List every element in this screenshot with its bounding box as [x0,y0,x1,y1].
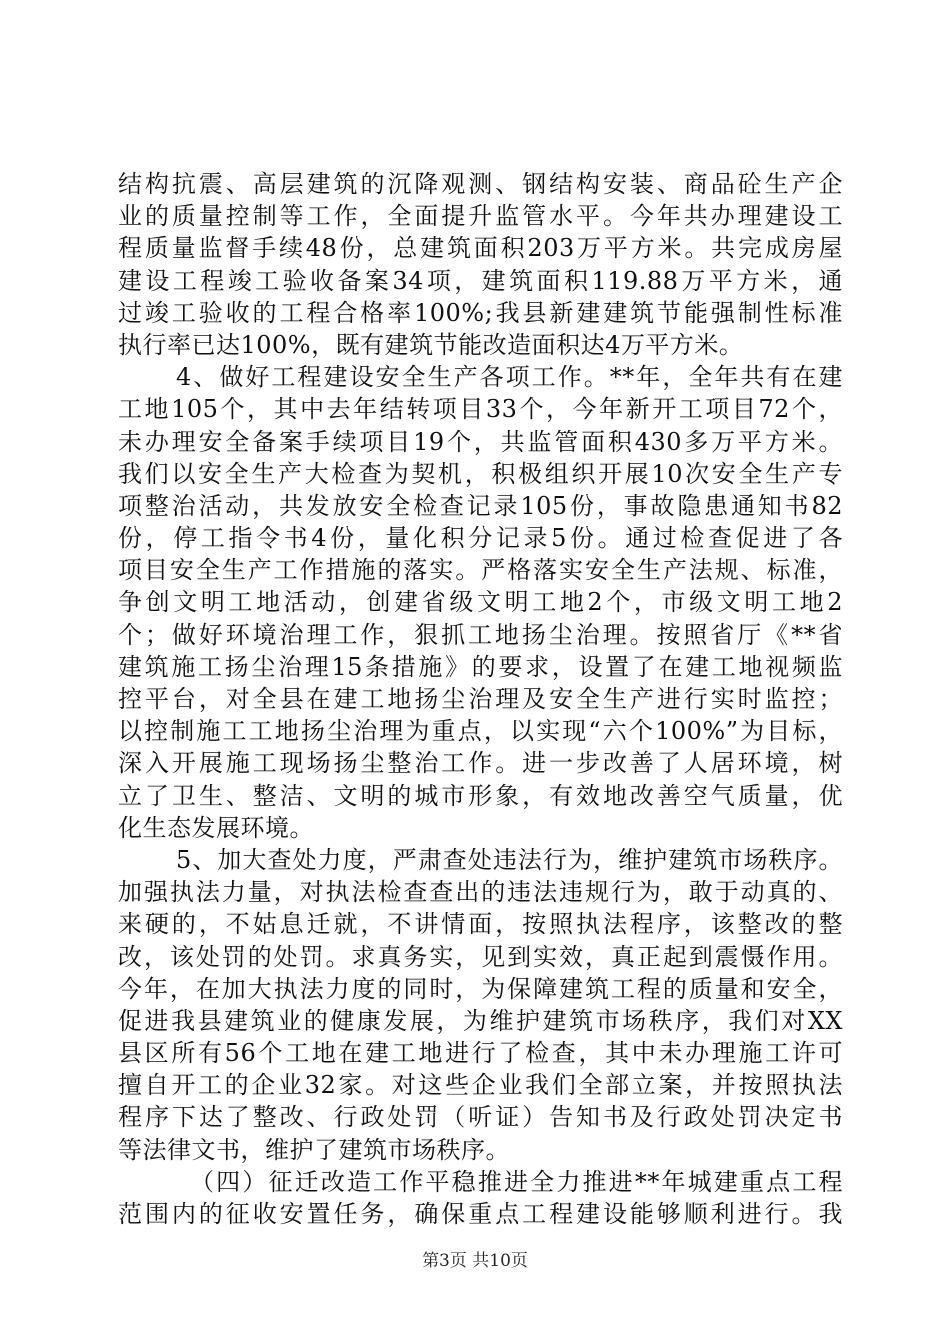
text-line: 未办理安全备案手续项目19个，共监管面积430多万平方米。 [118,427,843,456]
text-line: 争创文明工地活动，创建省级文明工地2个，市级文明工地2 [118,588,843,617]
text-line: 控平台，对全县在建工地扬尘治理及安全生产进行实时监控； [118,685,843,713]
section-heading-line: （四）征迁改造工作平稳推进全力推进**年城建重点工程 [190,1167,843,1196]
text-line: 工地105个，其中去年结转项目33个，今年新开工项目72个， [118,395,843,424]
text-line: 业的质量控制等工作，全面提升监管水平。今年共办理建设工 [118,202,843,231]
text-line: 程质量监督手续48份，总建筑面积203万平方米。共完成房屋 [118,234,843,263]
text-line: 以控制施工工地扬尘治理为重点，以实现“六个100%”为目标， [118,717,843,746]
text-line: 擅自开工的企业32家。对这些企业我们全部立案，并按照执法 [118,1071,843,1100]
text-line: 范围内的征收安置任务，确保重点工程建设能够顺利进行。我 [118,1200,843,1228]
text-line: 我们以安全生产大检查为契机，积极组织开展10次安全生产专 [118,459,843,488]
body-text [118,168,843,1230]
text-line: 程序下达了整改、行政处罚（听证）告知书及行政处罚决定书 [118,1103,843,1132]
text-line: 今年，在加大执法力度的同时，为保障建筑工程的质量和安全， [118,974,843,1003]
text-line: 县区所有56个工地在建工地进行了检查，其中未办理施工许可 [118,1039,843,1068]
text-line: 建筑施工扬尘治理15条措施》的要求，设置了在建工地视频监 [118,652,843,681]
text-line: 份，停工指令书4份，量化积分记录5份。通过检查促进了各 [118,524,843,553]
text-line: 过竣工验收的工程合格率100%;我县新建建筑节能强制性标准 [118,298,843,327]
text-line: 等法律文书，维护了建筑市场秩序。 [118,1135,510,1164]
text-line: 化生态发展环境。 [118,813,314,842]
paragraph-start-line: 4、做好工程建设安全生产各项工作。**年，全年共有在建 [176,363,843,392]
text-line: 执行率已达100%，既有建筑节能改造面积达4万平方米。 [118,330,744,359]
text-line: 促进我县建筑业的健康发展，为维护建筑市场秩序，我们对XX [118,1006,843,1035]
page-number-footer: 第3页 共10页 [422,1251,528,1271]
text-line: 立了卫生、整洁、文明的城市形象，有效地改善空气质量，优 [118,781,843,810]
text-line: 项整治活动，共发放安全检查记录105份，事故隐患通知书82 [118,491,843,520]
text-line: 建设工程竣工验收备案34项，建筑面积119.88万平方米，通 [118,266,843,295]
text-line: 改，该处罚的处罚。求真务实，见到实效，真正起到震慑作用。 [118,942,843,971]
text-line: 深入开展施工现场扬尘整治工作。进一步改善了人居环境，树 [118,749,843,778]
text-line: 结构抗震、高层建筑的沉降观测、钢结构安装、商品砼生产企 [118,170,843,198]
text-line: 项目安全生产工作措施的落实。严格落实安全生产法规、标准， [118,556,843,585]
text-line: 加强执法力量，对执法检查查出的违法违规行为，敢于动真的、 [118,878,843,907]
text-line: 个；做好环境治理工作，狠抓工地扬尘治理。按照省厅《**省 [118,620,843,649]
text-line: 来硬的，不姑息迁就，不讲情面，按照执法程序，该整改的整 [118,910,843,939]
paragraph-start-line: 5、加大查处力度，严肃查处违法行为，维护建筑市场秩序。 [176,845,843,874]
